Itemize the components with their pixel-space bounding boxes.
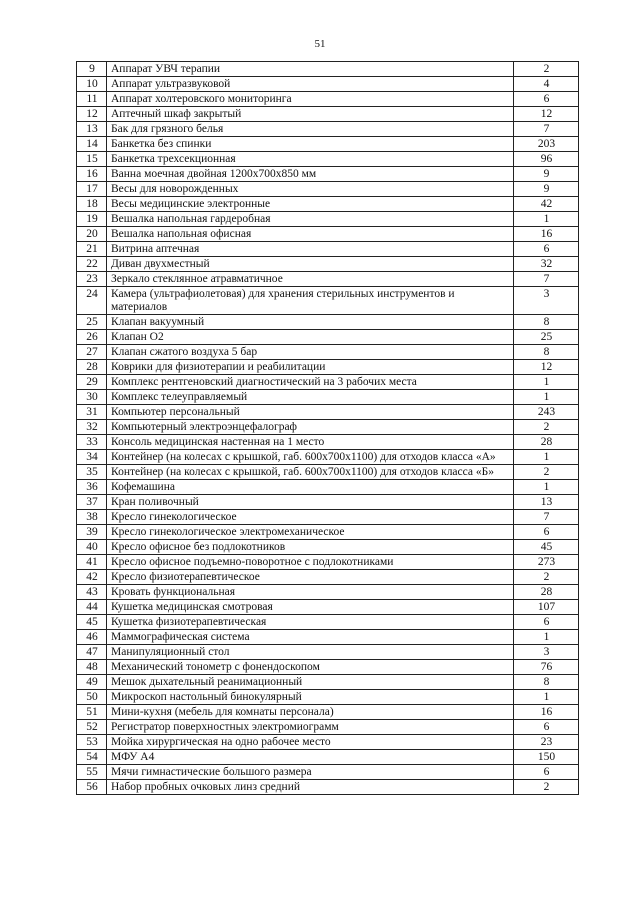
table-row (77, 495, 579, 510)
quantity-cell: 6 (514, 242, 579, 257)
quantity-cell: 9 (514, 167, 579, 182)
quantity-cell: 4 (514, 77, 579, 92)
quantity-cell: 1 (514, 390, 579, 405)
quantity-cell: 7 (514, 122, 579, 137)
table-row (77, 107, 579, 122)
item-name-cell: Кушетка физиотерапевтическая (107, 615, 514, 630)
row-number-cell: 14 (77, 137, 107, 152)
item-name-cell: Контейнер (на колесах с крышкой, габ. 600х700х1100) для отходов класса «А» (107, 450, 514, 465)
table-row (77, 62, 579, 77)
table-row (77, 705, 579, 720)
table-row (77, 765, 579, 780)
table-row (77, 435, 579, 450)
quantity-cell: 28 (514, 435, 579, 450)
quantity-cell: 1 (514, 630, 579, 645)
quantity-cell: 243 (514, 405, 579, 420)
table-row (77, 420, 579, 435)
row-number-cell: 28 (77, 360, 107, 375)
row-number-cell: 50 (77, 690, 107, 705)
table-row (77, 345, 579, 360)
table-row (77, 242, 579, 257)
table-row (77, 750, 579, 765)
item-name-cell: Кресло физиотерапевтическое (107, 570, 514, 585)
quantity-cell: 3 (514, 287, 579, 315)
table-row (77, 405, 579, 420)
item-name-cell: Компьютерный электроэнцефалограф (107, 420, 514, 435)
item-name-cell: Банкетка без спинки (107, 137, 514, 152)
quantity-cell: 16 (514, 705, 579, 720)
row-number-cell: 29 (77, 375, 107, 390)
item-name-cell: Аппарат ультразвуковой (107, 77, 514, 92)
quantity-cell: 6 (514, 615, 579, 630)
table-row (77, 390, 579, 405)
row-number-cell: 12 (77, 107, 107, 122)
row-number-cell: 30 (77, 390, 107, 405)
table-row (77, 137, 579, 152)
table-row (77, 77, 579, 92)
quantity-cell: 6 (514, 720, 579, 735)
row-number-cell: 52 (77, 720, 107, 735)
row-number-cell: 19 (77, 212, 107, 227)
quantity-cell: 2 (514, 780, 579, 795)
row-number-cell: 55 (77, 765, 107, 780)
item-name-cell: Консоль медицинская настенная на 1 место (107, 435, 514, 450)
quantity-cell: 28 (514, 585, 579, 600)
quantity-cell: 2 (514, 420, 579, 435)
table-row (77, 287, 579, 315)
item-name-cell: Маммографическая система (107, 630, 514, 645)
row-number-cell: 10 (77, 77, 107, 92)
quantity-cell: 2 (514, 570, 579, 585)
row-number-cell: 21 (77, 242, 107, 257)
table-row (77, 540, 579, 555)
row-number-cell: 41 (77, 555, 107, 570)
row-number-cell: 45 (77, 615, 107, 630)
table-row (77, 720, 579, 735)
table-row (77, 600, 579, 615)
quantity-cell: 8 (514, 315, 579, 330)
item-name-cell: Регистратор поверхностных электромиограмм (107, 720, 514, 735)
item-name-cell: Ванна моечная двойная 1200х700х850 мм (107, 167, 514, 182)
quantity-cell: 6 (514, 92, 579, 107)
item-name-cell: Клапан вакуумный (107, 315, 514, 330)
item-name-cell: Зеркало стеклянное атравматичное (107, 272, 514, 287)
item-name-cell: Манипуляционный стол (107, 645, 514, 660)
row-number-cell: 13 (77, 122, 107, 137)
row-number-cell: 49 (77, 675, 107, 690)
table-row (77, 660, 579, 675)
row-number-cell: 40 (77, 540, 107, 555)
row-number-cell: 24 (77, 287, 107, 315)
row-number-cell: 22 (77, 257, 107, 272)
table-row (77, 675, 579, 690)
table-row (77, 510, 579, 525)
quantity-cell: 76 (514, 660, 579, 675)
item-name-cell: Коврики для физиотерапии и реабилитации (107, 360, 514, 375)
quantity-cell: 25 (514, 330, 579, 345)
row-number-cell: 16 (77, 167, 107, 182)
row-number-cell: 23 (77, 272, 107, 287)
item-name-cell: Компьютер персональный (107, 405, 514, 420)
quantity-cell: 150 (514, 750, 579, 765)
quantity-cell: 12 (514, 107, 579, 122)
item-name-cell: Кофемашина (107, 480, 514, 495)
quantity-cell: 2 (514, 465, 579, 480)
quantity-cell: 273 (514, 555, 579, 570)
item-name-cell: Клапан O2 (107, 330, 514, 345)
row-number-cell: 37 (77, 495, 107, 510)
row-number-cell: 25 (77, 315, 107, 330)
table-row (77, 630, 579, 645)
table-row (77, 272, 579, 287)
item-name-cell: Банкетка трехсекционная (107, 152, 514, 167)
quantity-cell: 7 (514, 510, 579, 525)
item-name-cell: Бак для грязного белья (107, 122, 514, 137)
table-row (77, 375, 579, 390)
item-name-cell: Аптечный шкаф закрытый (107, 107, 514, 122)
quantity-cell: 6 (514, 765, 579, 780)
row-number-cell: 51 (77, 705, 107, 720)
quantity-cell: 203 (514, 137, 579, 152)
table-row (77, 167, 579, 182)
row-number-cell: 56 (77, 780, 107, 795)
quantity-cell: 32 (514, 257, 579, 272)
quantity-cell: 8 (514, 345, 579, 360)
item-name-cell: Набор пробных очковых линз средний (107, 780, 514, 795)
row-number-cell: 38 (77, 510, 107, 525)
row-number-cell: 31 (77, 405, 107, 420)
item-name-cell: Мойка хирургическая на одно рабочее место (107, 735, 514, 750)
row-number-cell: 20 (77, 227, 107, 242)
row-number-cell: 43 (77, 585, 107, 600)
item-name-cell: Кровать функциональная (107, 585, 514, 600)
table-row (77, 315, 579, 330)
row-number-cell: 47 (77, 645, 107, 660)
quantity-cell: 42 (514, 197, 579, 212)
table-row (77, 227, 579, 242)
table-row (77, 197, 579, 212)
quantity-cell: 8 (514, 675, 579, 690)
quantity-cell: 96 (514, 152, 579, 167)
item-name-cell: Микроскоп настольный бинокулярный (107, 690, 514, 705)
item-name-cell: Вешалка напольная гардеробная (107, 212, 514, 227)
table-row (77, 525, 579, 540)
quantity-cell: 45 (514, 540, 579, 555)
table-row (77, 555, 579, 570)
item-name-cell: Диван двухместный (107, 257, 514, 272)
item-name-cell: Механический тонометр с фонендоскопом (107, 660, 514, 675)
row-number-cell: 53 (77, 735, 107, 750)
row-number-cell: 9 (77, 62, 107, 77)
item-name-cell: Камера (ультрафиолетовая) для хранения стерильных инструментов и материалов (107, 287, 514, 315)
row-number-cell: 32 (77, 420, 107, 435)
table-row (77, 360, 579, 375)
row-number-cell: 46 (77, 630, 107, 645)
quantity-cell: 16 (514, 227, 579, 242)
quantity-cell: 2 (514, 62, 579, 77)
row-number-cell: 11 (77, 92, 107, 107)
item-name-cell: Кресло гинекологическое электромеханическое (107, 525, 514, 540)
table-row (77, 465, 579, 480)
row-number-cell: 48 (77, 660, 107, 675)
item-name-cell: Контейнер (на колесах с крышкой, габ. 600х700х1100) для отходов класса «Б» (107, 465, 514, 480)
item-name-cell: Комплекс рентгеновский диагностический на 3 рабочих места (107, 375, 514, 390)
row-number-cell: 33 (77, 435, 107, 450)
item-name-cell: Мешок дыхательный реанимационный (107, 675, 514, 690)
row-number-cell: 39 (77, 525, 107, 540)
table-row (77, 92, 579, 107)
quantity-cell: 9 (514, 182, 579, 197)
row-number-cell: 42 (77, 570, 107, 585)
quantity-cell: 1 (514, 690, 579, 705)
item-name-cell: Клапан сжатого воздуха 5 бар (107, 345, 514, 360)
row-number-cell: 26 (77, 330, 107, 345)
item-name-cell: Весы медицинские электронные (107, 197, 514, 212)
quantity-cell: 23 (514, 735, 579, 750)
equipment-table (76, 61, 579, 795)
row-number-cell: 27 (77, 345, 107, 360)
quantity-cell: 1 (514, 450, 579, 465)
quantity-cell: 1 (514, 480, 579, 495)
table-row (77, 645, 579, 660)
item-name-cell: Витрина аптечная (107, 242, 514, 257)
table-row (77, 780, 579, 795)
item-name-cell: Весы для новорожденных (107, 182, 514, 197)
quantity-cell: 107 (514, 600, 579, 615)
quantity-cell: 3 (514, 645, 579, 660)
item-name-cell: Мячи гимнастические большого размера (107, 765, 514, 780)
quantity-cell: 12 (514, 360, 579, 375)
table-row (77, 690, 579, 705)
row-number-cell: 17 (77, 182, 107, 197)
item-name-cell: Мини-кухня (мебель для комнаты персонала) (107, 705, 514, 720)
item-name-cell: Кресло офисное подъемно-поворотное с подлокотниками (107, 555, 514, 570)
item-name-cell: Аппарат УВЧ терапии (107, 62, 514, 77)
item-name-cell: Аппарат холтеровского мониторинга (107, 92, 514, 107)
table-row (77, 735, 579, 750)
item-name-cell: Комплекс телеуправляемый (107, 390, 514, 405)
table-row (77, 257, 579, 272)
row-number-cell: 54 (77, 750, 107, 765)
table-row (77, 585, 579, 600)
item-name-cell: Кушетка медицинская смотровая (107, 600, 514, 615)
table-row (77, 450, 579, 465)
row-number-cell: 35 (77, 465, 107, 480)
table-row (77, 122, 579, 137)
item-name-cell: Кресло офисное без подлокотников (107, 540, 514, 555)
quantity-cell: 1 (514, 212, 579, 227)
table-row (77, 480, 579, 495)
table-row (77, 212, 579, 227)
row-number-cell: 36 (77, 480, 107, 495)
row-number-cell: 44 (77, 600, 107, 615)
equipment-table-body (77, 62, 579, 795)
row-number-cell: 18 (77, 197, 107, 212)
table-row (77, 152, 579, 167)
quantity-cell: 7 (514, 272, 579, 287)
table-row (77, 182, 579, 197)
quantity-cell: 1 (514, 375, 579, 390)
row-number-cell: 34 (77, 450, 107, 465)
quantity-cell: 6 (514, 525, 579, 540)
item-name-cell: Вешалка напольная офисная (107, 227, 514, 242)
table-row (77, 570, 579, 585)
item-name-cell: МФУ А4 (107, 750, 514, 765)
table-row (77, 330, 579, 345)
row-number-cell: 15 (77, 152, 107, 167)
item-name-cell: Кран поливочный (107, 495, 514, 510)
page-number: 51 (314, 38, 326, 50)
item-name-cell: Кресло гинекологическое (107, 510, 514, 525)
quantity-cell: 13 (514, 495, 579, 510)
table-row (77, 615, 579, 630)
